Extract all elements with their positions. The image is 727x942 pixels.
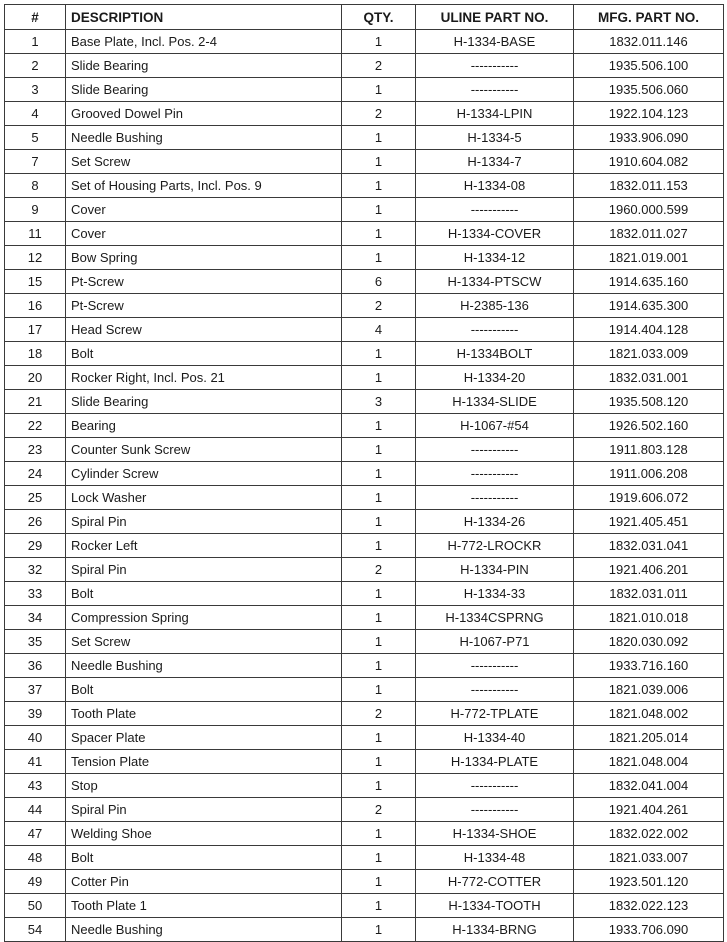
description-cell: Set Screw <box>66 630 342 654</box>
uline-part-cell: H-1334-PLATE <box>416 750 574 774</box>
table-row <box>5 78 724 102</box>
description-cell: Bow Spring <box>66 246 342 270</box>
description-cell: Needle Bushing <box>66 654 342 678</box>
quantity-cell: 1 <box>342 126 416 150</box>
part-number-cell: 15 <box>5 270 66 294</box>
description-cell: Grooved Dowel Pin <box>66 102 342 126</box>
part-number-cell: 18 <box>5 342 66 366</box>
uline-part-cell: ----------- <box>416 438 574 462</box>
description-cell: Tension Plate <box>66 750 342 774</box>
mfg-part-cell: 1914.635.300 <box>574 294 724 318</box>
table-row <box>5 462 724 486</box>
table-row <box>5 486 724 510</box>
description-cell: Slide Bearing <box>66 78 342 102</box>
uline-part-cell: H-1334-TOOTH <box>416 894 574 918</box>
description-cell: Slide Bearing <box>66 390 342 414</box>
table-row <box>5 198 724 222</box>
table-row <box>5 822 724 846</box>
uline-part-cell: H-1334CSPRNG <box>416 606 574 630</box>
quantity-cell: 1 <box>342 342 416 366</box>
uline-part-cell: ----------- <box>416 678 574 702</box>
mfg-part-cell: 1832.011.027 <box>574 222 724 246</box>
table-row <box>5 54 724 78</box>
table-row <box>5 678 724 702</box>
quantity-cell: 1 <box>342 222 416 246</box>
header-uline-part: ULINE PART NO. <box>416 5 574 30</box>
part-number-cell: 12 <box>5 246 66 270</box>
uline-part-cell: H-1334-7 <box>416 150 574 174</box>
part-number-cell: 43 <box>5 774 66 798</box>
uline-part-cell: H-1067-P71 <box>416 630 574 654</box>
table-row <box>5 846 724 870</box>
uline-part-cell: H-772-TPLATE <box>416 702 574 726</box>
quantity-cell: 1 <box>342 630 416 654</box>
part-number-cell: 41 <box>5 750 66 774</box>
header-quantity: QTY. <box>342 5 416 30</box>
quantity-cell: 1 <box>342 438 416 462</box>
mfg-part-cell: 1935.506.100 <box>574 54 724 78</box>
uline-part-cell: H-772-COTTER <box>416 870 574 894</box>
table-row <box>5 702 724 726</box>
table-row <box>5 126 724 150</box>
mfg-part-cell: 1911.803.128 <box>574 438 724 462</box>
quantity-cell: 2 <box>342 102 416 126</box>
description-cell: Spacer Plate <box>66 726 342 750</box>
part-number-cell: 20 <box>5 366 66 390</box>
description-cell: Lock Washer <box>66 486 342 510</box>
mfg-part-cell: 1911.006.208 <box>574 462 724 486</box>
description-cell: Bolt <box>66 342 342 366</box>
description-cell: Tooth Plate <box>66 702 342 726</box>
table-row <box>5 654 724 678</box>
mfg-part-cell: 1921.405.451 <box>574 510 724 534</box>
part-number-cell: 39 <box>5 702 66 726</box>
mfg-part-cell: 1832.031.001 <box>574 366 724 390</box>
mfg-part-cell: 1832.041.004 <box>574 774 724 798</box>
quantity-cell: 1 <box>342 366 416 390</box>
table-row <box>5 246 724 270</box>
description-cell: Pt-Screw <box>66 294 342 318</box>
quantity-cell: 1 <box>342 870 416 894</box>
mfg-part-cell: 1821.019.001 <box>574 246 724 270</box>
description-cell: Cover <box>66 222 342 246</box>
mfg-part-cell: 1821.205.014 <box>574 726 724 750</box>
part-number-cell: 29 <box>5 534 66 558</box>
description-cell: Compression Spring <box>66 606 342 630</box>
quantity-cell: 6 <box>342 270 416 294</box>
table-row <box>5 630 724 654</box>
mfg-part-cell: 1821.033.009 <box>574 342 724 366</box>
mfg-part-cell: 1926.502.160 <box>574 414 724 438</box>
description-cell: Cover <box>66 198 342 222</box>
uline-part-cell: ----------- <box>416 654 574 678</box>
uline-part-cell: H-1067-#54 <box>416 414 574 438</box>
part-number-cell: 40 <box>5 726 66 750</box>
uline-part-cell: ----------- <box>416 774 574 798</box>
parts-list <box>4 4 724 942</box>
table-row <box>5 438 724 462</box>
uline-part-cell: H-1334BOLT <box>416 342 574 366</box>
mfg-part-cell: 1821.010.018 <box>574 606 724 630</box>
description-cell: Bolt <box>66 582 342 606</box>
part-number-cell: 48 <box>5 846 66 870</box>
part-number-cell: 50 <box>5 894 66 918</box>
uline-part-cell: H-1334-COVER <box>416 222 574 246</box>
mfg-part-cell: 1821.048.002 <box>574 702 724 726</box>
quantity-cell: 1 <box>342 246 416 270</box>
quantity-cell: 1 <box>342 198 416 222</box>
quantity-cell: 3 <box>342 390 416 414</box>
description-cell: Needle Bushing <box>66 918 342 942</box>
mfg-part-cell: 1832.011.146 <box>574 30 724 54</box>
part-number-cell: 17 <box>5 318 66 342</box>
description-cell: Bearing <box>66 414 342 438</box>
quantity-cell: 1 <box>342 30 416 54</box>
description-cell: Spiral Pin <box>66 510 342 534</box>
quantity-cell: 2 <box>342 798 416 822</box>
uline-part-cell: ----------- <box>416 78 574 102</box>
part-number-cell: 36 <box>5 654 66 678</box>
table-row <box>5 222 724 246</box>
mfg-part-cell: 1832.031.011 <box>574 582 724 606</box>
part-number-cell: 9 <box>5 198 66 222</box>
header-mfg-part: MFG. PART NO. <box>574 5 724 30</box>
table-row <box>5 606 724 630</box>
quantity-cell: 1 <box>342 774 416 798</box>
uline-part-cell: ----------- <box>416 198 574 222</box>
uline-part-cell: H-772-LROCKR <box>416 534 574 558</box>
mfg-part-cell: 1933.906.090 <box>574 126 724 150</box>
quantity-cell: 1 <box>342 846 416 870</box>
uline-part-cell: H-1334-26 <box>416 510 574 534</box>
mfg-part-cell: 1935.506.060 <box>574 78 724 102</box>
quantity-cell: 1 <box>342 78 416 102</box>
uline-part-cell: H-1334-BRNG <box>416 918 574 942</box>
description-cell: Rocker Right, Incl. Pos. 21 <box>66 366 342 390</box>
part-number-cell: 37 <box>5 678 66 702</box>
quantity-cell: 1 <box>342 918 416 942</box>
table-row <box>5 342 724 366</box>
uline-part-cell: ----------- <box>416 486 574 510</box>
part-number-cell: 25 <box>5 486 66 510</box>
table-row <box>5 918 724 942</box>
table-row <box>5 726 724 750</box>
mfg-part-cell: 1821.039.006 <box>574 678 724 702</box>
mfg-part-cell: 1933.706.090 <box>574 918 724 942</box>
part-number-cell: 32 <box>5 558 66 582</box>
mfg-part-cell: 1820.030.092 <box>574 630 724 654</box>
table-row <box>5 582 724 606</box>
quantity-cell: 1 <box>342 462 416 486</box>
uline-part-cell: H-1334-LPIN <box>416 102 574 126</box>
part-number-cell: 54 <box>5 918 66 942</box>
uline-part-cell: H-1334-5 <box>416 126 574 150</box>
uline-part-cell: H-1334-SHOE <box>416 822 574 846</box>
description-cell: Bolt <box>66 846 342 870</box>
table-header <box>5 5 724 30</box>
header-description: DESCRIPTION <box>66 5 342 30</box>
mfg-part-cell: 1919.606.072 <box>574 486 724 510</box>
table-row <box>5 390 724 414</box>
part-number-cell: 33 <box>5 582 66 606</box>
description-cell: Bolt <box>66 678 342 702</box>
quantity-cell: 2 <box>342 558 416 582</box>
description-cell: Base Plate, Incl. Pos. 2-4 <box>66 30 342 54</box>
quantity-cell: 1 <box>342 486 416 510</box>
table-row <box>5 774 724 798</box>
part-number-cell: 22 <box>5 414 66 438</box>
part-number-cell: 1 <box>5 30 66 54</box>
mfg-part-cell: 1922.104.123 <box>574 102 724 126</box>
uline-part-cell: H-1334-12 <box>416 246 574 270</box>
uline-part-cell: H-2385-136 <box>416 294 574 318</box>
uline-part-cell: ----------- <box>416 798 574 822</box>
description-cell: Pt-Screw <box>66 270 342 294</box>
uline-part-cell: H-1334-20 <box>416 366 574 390</box>
part-number-cell: 35 <box>5 630 66 654</box>
uline-part-cell: ----------- <box>416 54 574 78</box>
quantity-cell: 1 <box>342 534 416 558</box>
mfg-part-cell: 1832.022.002 <box>574 822 724 846</box>
part-number-cell: 16 <box>5 294 66 318</box>
table-row <box>5 102 724 126</box>
mfg-part-cell: 1923.501.120 <box>574 870 724 894</box>
uline-part-cell: ----------- <box>416 318 574 342</box>
description-cell: Slide Bearing <box>66 54 342 78</box>
quantity-cell: 1 <box>342 414 416 438</box>
part-number-cell: 11 <box>5 222 66 246</box>
table-row <box>5 318 724 342</box>
table-row <box>5 558 724 582</box>
mfg-part-cell: 1914.404.128 <box>574 318 724 342</box>
table-row <box>5 870 724 894</box>
quantity-cell: 1 <box>342 150 416 174</box>
description-cell: Tooth Plate 1 <box>66 894 342 918</box>
part-number-cell: 2 <box>5 54 66 78</box>
description-cell: Counter Sunk Screw <box>66 438 342 462</box>
quantity-cell: 1 <box>342 174 416 198</box>
part-number-cell: 3 <box>5 78 66 102</box>
table-row <box>5 366 724 390</box>
part-number-cell: 26 <box>5 510 66 534</box>
uline-part-cell: H-1334-SLIDE <box>416 390 574 414</box>
uline-part-cell: H-1334-BASE <box>416 30 574 54</box>
header-row <box>5 5 724 30</box>
table-row <box>5 150 724 174</box>
quantity-cell: 2 <box>342 54 416 78</box>
mfg-part-cell: 1960.000.599 <box>574 198 724 222</box>
part-number-cell: 23 <box>5 438 66 462</box>
table-row <box>5 30 724 54</box>
quantity-cell: 1 <box>342 582 416 606</box>
description-cell: Needle Bushing <box>66 126 342 150</box>
table-row <box>5 750 724 774</box>
part-number-cell: 8 <box>5 174 66 198</box>
quantity-cell: 2 <box>342 702 416 726</box>
quantity-cell: 1 <box>342 678 416 702</box>
part-number-cell: 24 <box>5 462 66 486</box>
description-cell: Cylinder Screw <box>66 462 342 486</box>
mfg-part-cell: 1933.716.160 <box>574 654 724 678</box>
description-cell: Cotter Pin <box>66 870 342 894</box>
description-cell: Spiral Pin <box>66 798 342 822</box>
uline-part-cell: ----------- <box>416 462 574 486</box>
mfg-part-cell: 1832.031.041 <box>574 534 724 558</box>
mfg-part-cell: 1832.022.123 <box>574 894 724 918</box>
table-body <box>5 30 724 942</box>
part-number-cell: 44 <box>5 798 66 822</box>
description-cell: Rocker Left <box>66 534 342 558</box>
part-number-cell: 21 <box>5 390 66 414</box>
description-cell: Welding Shoe <box>66 822 342 846</box>
mfg-part-cell: 1935.508.120 <box>574 390 724 414</box>
description-cell: Stop <box>66 774 342 798</box>
quantity-cell: 1 <box>342 750 416 774</box>
description-cell: Set of Housing Parts, Incl. Pos. 9 <box>66 174 342 198</box>
part-number-cell: 5 <box>5 126 66 150</box>
quantity-cell: 1 <box>342 894 416 918</box>
mfg-part-cell: 1921.406.201 <box>574 558 724 582</box>
quantity-cell: 1 <box>342 822 416 846</box>
table-row <box>5 270 724 294</box>
quantity-cell: 1 <box>342 510 416 534</box>
table-row <box>5 294 724 318</box>
uline-part-cell: H-1334-33 <box>416 582 574 606</box>
table-row <box>5 534 724 558</box>
quantity-cell: 1 <box>342 654 416 678</box>
table-row <box>5 798 724 822</box>
mfg-part-cell: 1821.033.007 <box>574 846 724 870</box>
part-number-cell: 7 <box>5 150 66 174</box>
table-row <box>5 414 724 438</box>
part-number-cell: 49 <box>5 870 66 894</box>
part-number-cell: 47 <box>5 822 66 846</box>
header-number: # <box>5 5 66 30</box>
description-cell: Head Screw <box>66 318 342 342</box>
part-number-cell: 34 <box>5 606 66 630</box>
mfg-part-cell: 1821.048.004 <box>574 750 724 774</box>
table-row <box>5 510 724 534</box>
uline-part-cell: H-1334-40 <box>416 726 574 750</box>
mfg-part-cell: 1914.635.160 <box>574 270 724 294</box>
table-row <box>5 894 724 918</box>
quantity-cell: 1 <box>342 726 416 750</box>
uline-part-cell: H-1334-08 <box>416 174 574 198</box>
quantity-cell: 2 <box>342 294 416 318</box>
uline-part-cell: H-1334-PIN <box>416 558 574 582</box>
mfg-part-cell: 1910.604.082 <box>574 150 724 174</box>
parts-table <box>4 4 724 942</box>
quantity-cell: 4 <box>342 318 416 342</box>
uline-part-cell: H-1334-PTSCW <box>416 270 574 294</box>
description-cell: Set Screw <box>66 150 342 174</box>
part-number-cell: 4 <box>5 102 66 126</box>
quantity-cell: 1 <box>342 606 416 630</box>
description-cell: Spiral Pin <box>66 558 342 582</box>
uline-part-cell: H-1334-48 <box>416 846 574 870</box>
mfg-part-cell: 1921.404.261 <box>574 798 724 822</box>
mfg-part-cell: 1832.011.153 <box>574 174 724 198</box>
table-row <box>5 174 724 198</box>
